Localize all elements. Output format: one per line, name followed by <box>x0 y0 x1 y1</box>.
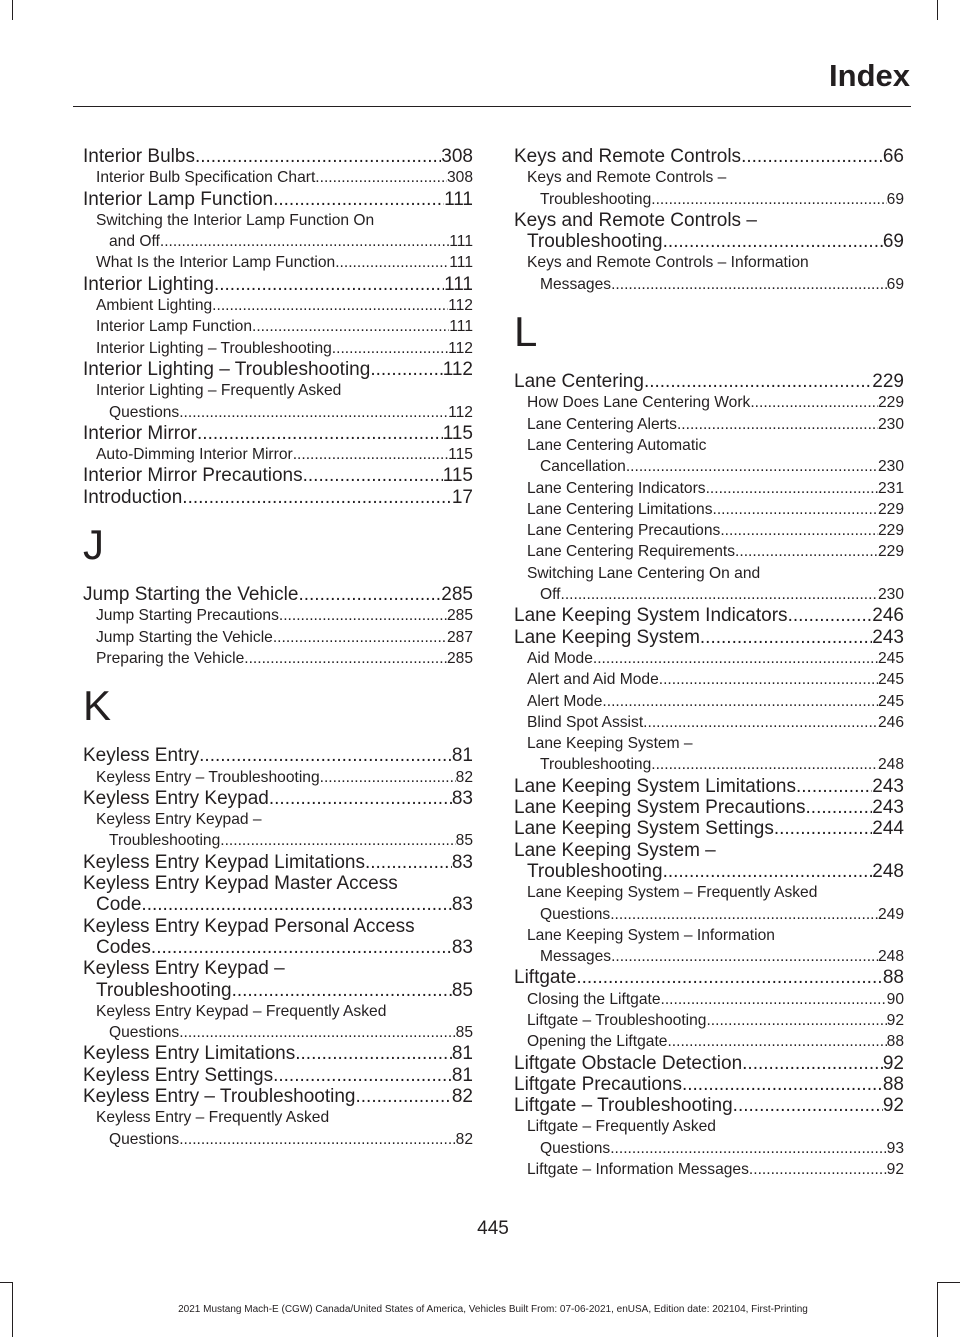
index-subentry[interactable] <box>514 925 904 968</box>
entry-text: Liftgate <box>514 967 577 989</box>
dot-leader <box>700 627 872 648</box>
index-subentry[interactable] <box>83 627 473 648</box>
index-subentry[interactable] <box>514 252 904 295</box>
page-ref[interactable]: 231 <box>877 479 904 497</box>
entry-text: and Off <box>109 233 160 251</box>
index-entry[interactable] <box>514 1095 904 1116</box>
index-subentry[interactable] <box>83 167 473 188</box>
crop-mark-top-right <box>937 0 938 20</box>
index-entry[interactable] <box>514 627 904 648</box>
entry-text: Troubleshooting <box>540 190 652 208</box>
page-ref[interactable]: 229 <box>872 371 904 393</box>
entry-text: Liftgate Obstacle Detection <box>514 1052 743 1074</box>
index-subentry[interactable] <box>514 669 904 690</box>
dot-leader <box>659 669 878 690</box>
index-entry[interactable] <box>514 210 904 253</box>
dot-leader <box>682 1074 883 1095</box>
entry-text: Questions <box>109 1024 180 1042</box>
crop-mark-bottom-right-h <box>937 1282 960 1283</box>
dot-leader <box>643 712 878 733</box>
section-letter: L <box>514 308 538 356</box>
dot-leader <box>661 989 887 1010</box>
entry-text: Lane Centering Indicators <box>527 479 706 497</box>
entry-text: Lane Centering <box>514 371 644 393</box>
index-subentry[interactable] <box>514 1116 904 1159</box>
page-ref[interactable]: 111 <box>444 273 473 295</box>
page-ref[interactable]: 230 <box>877 458 904 476</box>
index-subentry[interactable] <box>514 1159 904 1180</box>
entry-text: Blind Spot Assist <box>527 713 644 731</box>
index-entry[interactable] <box>83 1086 473 1107</box>
index-subentry[interactable] <box>83 252 473 273</box>
dot-leader <box>611 274 887 295</box>
index-subentry[interactable] <box>83 648 473 669</box>
page-ref[interactable]: 308 <box>446 169 473 187</box>
entry-text: Keyless Entry – Troubleshooting <box>96 768 320 786</box>
dot-leader <box>295 1043 452 1064</box>
dot-leader <box>214 274 444 295</box>
entry-text: How Does Lane Centering Work <box>527 394 751 412</box>
page-ref[interactable]: 229 <box>877 522 904 540</box>
entry-text: Lane Keeping System – Frequently Asked <box>527 884 818 902</box>
dot-leader <box>195 146 441 167</box>
entry-text: Liftgate – Frequently Asked <box>527 1118 716 1136</box>
index-subentry[interactable] <box>514 989 904 1010</box>
index-subentry[interactable] <box>514 392 904 413</box>
dot-leader <box>651 189 886 210</box>
index-entry[interactable] <box>514 818 904 839</box>
crop-mark-bottom-left-h <box>0 1282 13 1283</box>
entry-text: Keyless Entry Keypad – <box>83 958 285 980</box>
page-ref[interactable]: 83 <box>451 851 473 873</box>
entry-text: Lane Keeping System Limitations <box>514 775 796 797</box>
page-ref[interactable]: 88 <box>882 967 904 989</box>
index-subentry[interactable] <box>83 316 473 337</box>
dot-leader <box>610 904 878 925</box>
entry-text: Messages <box>540 275 612 293</box>
entry-text: Lane Centering Requirements <box>527 543 736 561</box>
crop-mark-top-left <box>12 0 13 20</box>
index-subentry[interactable] <box>83 444 473 465</box>
page-ref[interactable]: 83 <box>451 894 473 916</box>
dot-leader <box>788 605 873 626</box>
page-ref[interactable]: 111 <box>449 318 473 336</box>
dot-leader <box>315 167 447 188</box>
page-ref[interactable]: 115 <box>442 465 473 487</box>
dot-leader <box>151 937 452 958</box>
index-entry[interactable] <box>83 584 473 605</box>
dot-leader <box>677 414 878 435</box>
dot-leader <box>303 465 443 486</box>
entry-text: Aid Mode <box>527 649 593 667</box>
entry-text: Lane Centering Precautions <box>527 522 721 540</box>
dot-leader <box>651 754 878 775</box>
index-subentry[interactable] <box>514 499 904 520</box>
entry-text: Switching Lane Centering On and <box>527 564 761 582</box>
page-ref[interactable]: 285 <box>446 649 473 667</box>
index-column-left <box>83 146 473 1150</box>
page-ref[interactable]: 69 <box>886 275 904 293</box>
index-subentry[interactable] <box>514 1010 904 1031</box>
dot-leader <box>720 520 878 541</box>
page-ref[interactable]: 83 <box>451 936 473 958</box>
page-ref[interactable]: 69 <box>882 231 904 253</box>
entry-text: Keyless Entry Settings <box>83 1064 274 1086</box>
entry-text: Lane Keeping System Indicators <box>514 605 788 627</box>
entry-text: Lane Keeping System Settings <box>514 818 774 840</box>
entry-text: Keyless Entry – Troubleshooting <box>83 1085 356 1107</box>
entry-text: Closing the Liftgate <box>527 990 661 1008</box>
page-ref[interactable]: 248 <box>877 756 904 774</box>
page-ref[interactable]: 246 <box>872 605 904 627</box>
page-ref[interactable]: 115 <box>442 422 473 444</box>
entry-text: Switching the Interior Lamp Function On <box>96 211 375 229</box>
page-ref[interactable]: 92 <box>886 1011 904 1029</box>
index-entry[interactable] <box>83 745 473 766</box>
dot-leader <box>273 189 444 210</box>
dot-leader <box>160 231 449 252</box>
entry-text: Keyless Entry Limitations <box>83 1043 296 1065</box>
entry-text: Interior Lighting <box>83 273 214 295</box>
index-subentry[interactable] <box>514 167 904 210</box>
index-entry[interactable] <box>514 840 904 883</box>
index-entry[interactable] <box>83 146 473 167</box>
page-ref[interactable]: 17 <box>451 486 473 508</box>
entry-text: Lane Centering Limitations <box>527 500 713 518</box>
index-entry[interactable] <box>514 146 904 167</box>
index-subentry[interactable] <box>83 1001 473 1044</box>
dot-leader <box>713 499 878 520</box>
page-ref[interactable]: 230 <box>877 586 904 604</box>
entry-text: Questions <box>540 1139 611 1157</box>
page-ref[interactable]: 287 <box>446 628 473 646</box>
page-title: Index <box>829 58 910 93</box>
entry-text: Lane Keeping System <box>514 626 700 648</box>
page-ref[interactable]: 111 <box>444 188 473 210</box>
page-ref[interactable]: 229 <box>877 543 904 561</box>
index-subentry[interactable] <box>83 380 473 423</box>
dot-leader <box>706 1010 886 1031</box>
index-subentry[interactable] <box>514 1031 904 1052</box>
index-entry[interactable] <box>83 487 473 508</box>
entry-text: Lane Centering Alerts <box>527 415 677 433</box>
dot-leader <box>774 818 872 839</box>
dot-leader <box>273 627 447 648</box>
dot-leader <box>182 487 452 508</box>
index-entry[interactable] <box>514 371 904 392</box>
page-ref[interactable]: 81 <box>451 745 473 767</box>
entry-text: Interior Mirror <box>83 422 198 444</box>
page-ref[interactable]: 245 <box>877 692 904 710</box>
entry-text: Interior Lighting – Troubleshooting <box>96 339 332 357</box>
entry-text: Liftgate Precautions <box>514 1073 682 1095</box>
page-ref[interactable]: 249 <box>877 905 904 923</box>
index-subentry[interactable] <box>514 691 904 712</box>
entry-text: Lane Keeping System – Information <box>527 926 775 944</box>
dot-leader <box>179 402 448 423</box>
dot-leader <box>796 776 872 797</box>
index-subentry[interactable] <box>83 1107 473 1150</box>
entry-text: Keyless Entry Keypad – Frequently Asked <box>96 1002 387 1020</box>
page-ref[interactable]: 93 <box>886 1139 904 1157</box>
index-subentry[interactable] <box>514 733 904 776</box>
dot-leader <box>320 767 456 788</box>
dot-leader <box>663 231 883 252</box>
page-ref[interactable]: 83 <box>451 787 473 809</box>
dot-leader <box>220 830 455 851</box>
entry-text: Keys and Remote Controls – <box>527 169 727 187</box>
entry-text: Interior Bulb Specification Chart <box>96 169 316 187</box>
index-subentry[interactable] <box>83 809 473 852</box>
index-entry[interactable] <box>83 958 473 1001</box>
index-subentry[interactable] <box>514 648 904 669</box>
page-ref[interactable]: 85 <box>455 832 473 850</box>
entry-text: Cancellation <box>540 458 626 476</box>
index-subentry[interactable] <box>514 478 904 499</box>
dot-leader <box>706 478 878 499</box>
dot-leader <box>335 252 449 273</box>
header-divider <box>73 106 911 107</box>
entry-text: Keys and Remote Controls – <box>514 209 757 231</box>
page-ref[interactable]: 88 <box>882 1073 904 1095</box>
entry-text: Liftgate – Troubleshooting <box>527 1011 707 1029</box>
dot-leader <box>733 1095 883 1116</box>
dot-leader <box>365 852 452 873</box>
page-ref[interactable]: 243 <box>872 775 904 797</box>
index-entry[interactable] <box>514 776 904 797</box>
index-subentry[interactable] <box>83 210 473 253</box>
dot-leader <box>611 946 878 967</box>
entry-text: Jump Starting the Vehicle <box>96 628 273 646</box>
page-ref[interactable]: 115 <box>448 446 473 464</box>
page-ref[interactable]: 85 <box>455 1024 473 1042</box>
entry-text: What Is the Interior Lamp Function <box>96 254 336 272</box>
section-letter: K <box>83 682 112 730</box>
dot-leader <box>610 1138 886 1159</box>
entry-text: Interior Mirror Precautions <box>83 465 303 487</box>
entry-text: Keyless Entry <box>83 745 200 767</box>
index-subentry[interactable] <box>83 605 473 626</box>
page-ref[interactable]: 85 <box>451 979 473 1001</box>
page-ref[interactable]: 92 <box>882 1052 904 1074</box>
page-number: 445 <box>477 1218 509 1239</box>
entry-text: Keys and Remote Controls <box>514 146 742 167</box>
dot-leader <box>197 423 443 444</box>
entry-text: Lane Keeping System – <box>514 839 716 861</box>
page-ref[interactable]: 81 <box>451 1043 473 1065</box>
dot-leader <box>332 338 448 359</box>
index-subentry[interactable] <box>514 712 904 733</box>
dot-leader <box>667 1031 886 1052</box>
index-subentry[interactable] <box>514 541 904 562</box>
index-subentry[interactable] <box>514 563 904 606</box>
entry-text: Keyless Entry Keypad Master Access <box>83 873 398 895</box>
dot-leader <box>212 295 448 316</box>
page-ref[interactable]: 112 <box>448 339 473 357</box>
entry-text: Keys and Remote Controls – Information <box>527 254 809 272</box>
dot-leader <box>179 1129 455 1150</box>
page-ref[interactable]: 229 <box>877 500 904 518</box>
index-subentry[interactable] <box>83 767 473 788</box>
entry-text: Troubleshooting <box>96 979 232 1001</box>
page-ref[interactable]: 92 <box>886 1161 904 1179</box>
dot-leader <box>742 1053 883 1074</box>
index-entry[interactable] <box>83 1065 473 1086</box>
dot-leader <box>244 648 447 669</box>
dot-leader <box>199 745 452 766</box>
entry-text: Troubleshooting <box>540 756 652 774</box>
index-subentry[interactable] <box>514 882 904 925</box>
index-subentry[interactable] <box>83 338 473 359</box>
entry-text: Preparing the Vehicle <box>96 649 245 667</box>
entry-text: Off <box>540 586 561 604</box>
page-ref[interactable]: 88 <box>886 1033 904 1051</box>
page-ref[interactable]: 111 <box>449 254 473 272</box>
page-ref[interactable]: 243 <box>872 797 904 819</box>
entry-text: Keyless Entry Keypad – <box>96 811 262 829</box>
entry-text: Keyless Entry Keypad Personal Access <box>83 915 415 937</box>
page-ref[interactable]: 92 <box>882 1095 904 1117</box>
entry-text: Troubleshooting <box>527 860 663 882</box>
entry-text: Questions <box>109 1130 180 1148</box>
index-entry[interactable] <box>83 852 473 873</box>
entry-text: Lane Keeping System Precautions <box>514 797 806 819</box>
dot-leader <box>749 1159 887 1180</box>
footer-edition-text: 2021 Mustang Mach-E (CGW) Canada/United States of America, Vehicles Built From: 07-06-2021, enUSA, Edition date: 202104, First-Printing <box>178 1304 808 1315</box>
index-subentry[interactable] <box>514 520 904 541</box>
page-ref[interactable]: 82 <box>451 1085 473 1107</box>
index-entry[interactable] <box>83 1043 473 1064</box>
index-entry[interactable] <box>83 423 473 444</box>
entry-text: Interior Lighting – Troubleshooting <box>83 358 371 380</box>
page-ref[interactable]: 246 <box>877 713 904 731</box>
dot-leader <box>561 584 878 605</box>
page-ref[interactable]: 112 <box>448 297 473 315</box>
entry-text: Interior Bulbs <box>83 146 195 167</box>
page-ref[interactable]: 248 <box>877 948 904 966</box>
dot-leader <box>232 980 452 1001</box>
entry-text: Alert and Aid Mode <box>527 671 659 689</box>
entry-text: Code <box>96 894 142 916</box>
index-entry[interactable] <box>83 916 473 959</box>
index-subentry[interactable] <box>83 295 473 316</box>
entry-text: Lane Keeping System – <box>527 735 693 753</box>
page-ref[interactable]: 285 <box>446 607 473 625</box>
index-entry[interactable] <box>83 465 473 486</box>
dot-leader <box>644 371 872 392</box>
entry-text: Jump Starting Precautions <box>96 607 279 625</box>
dot-leader <box>179 1022 455 1043</box>
dot-leader <box>273 1065 452 1086</box>
entry-text: Messages <box>540 948 612 966</box>
dot-leader <box>602 691 878 712</box>
dot-leader <box>663 861 873 882</box>
entry-text: Keyless Entry Keypad <box>83 787 269 809</box>
entry-text: Liftgate – Information Messages <box>527 1161 749 1179</box>
page-ref[interactable]: 82 <box>455 1130 473 1148</box>
dot-leader <box>593 648 878 669</box>
page-ref[interactable]: 308 <box>441 146 473 167</box>
entry-text: Jump Starting the Vehicle <box>83 584 299 606</box>
entry-text: Introduction <box>83 486 183 508</box>
entry-text: Opening the Liftgate <box>527 1033 668 1051</box>
index-entry[interactable] <box>83 788 473 809</box>
index-entry[interactable] <box>83 274 473 295</box>
dot-leader <box>356 1086 452 1107</box>
index-entry[interactable] <box>514 967 904 988</box>
dot-leader <box>252 316 449 337</box>
page-ref[interactable]: 245 <box>877 649 904 667</box>
entry-text: Codes <box>96 936 151 958</box>
page-ref[interactable]: 69 <box>886 190 904 208</box>
page-ref[interactable]: 244 <box>872 818 904 840</box>
entry-text: Liftgate – Troubleshooting <box>514 1095 733 1117</box>
dot-leader <box>750 392 878 413</box>
entry-text: Questions <box>540 905 611 923</box>
entry-text: Keyless Entry – Frequently Asked <box>96 1109 330 1127</box>
index-entry[interactable] <box>83 189 473 210</box>
dot-leader <box>141 894 451 915</box>
index-entry[interactable] <box>514 1053 904 1074</box>
index-entry[interactable] <box>514 605 904 626</box>
page-ref[interactable]: 230 <box>877 415 904 433</box>
section-letter: J <box>83 521 104 569</box>
page-ref[interactable]: 245 <box>877 671 904 689</box>
page-ref[interactable]: 229 <box>877 394 904 412</box>
dot-leader <box>576 967 883 988</box>
entry-text: Troubleshooting <box>109 832 221 850</box>
entry-text: Questions <box>109 403 180 421</box>
dot-leader <box>741 146 883 167</box>
page-ref[interactable]: 81 <box>451 1064 473 1086</box>
dot-leader <box>626 456 878 477</box>
index-entry[interactable] <box>83 873 473 916</box>
entry-text: Troubleshooting <box>527 231 663 253</box>
index-entry[interactable] <box>514 797 904 818</box>
page-ref[interactable]: 285 <box>441 584 473 606</box>
entry-text: Interior Lighting – Frequently Asked <box>96 382 342 400</box>
page-ref[interactable]: 111 <box>449 233 473 251</box>
page-ref[interactable]: 112 <box>442 358 473 380</box>
index-column-right <box>514 146 904 1180</box>
dot-leader <box>298 584 441 605</box>
index-entry[interactable] <box>83 359 473 380</box>
entry-text: Interior Lamp Function <box>83 188 274 210</box>
dot-leader <box>806 797 873 818</box>
index-subentry[interactable] <box>514 414 904 435</box>
entry-text: Interior Lamp Function <box>96 318 253 336</box>
dot-leader <box>370 359 442 380</box>
page-ref[interactable]: 112 <box>448 403 473 421</box>
page-ref[interactable]: 243 <box>872 626 904 648</box>
entry-text: Alert Mode <box>527 692 603 710</box>
page-ref[interactable]: 90 <box>886 990 904 1008</box>
index-entry[interactable] <box>514 1074 904 1095</box>
dot-leader <box>279 605 447 626</box>
dot-leader <box>269 788 452 809</box>
index-subentry[interactable] <box>514 435 904 478</box>
entry-text: Ambient Lighting <box>96 297 213 315</box>
page-ref[interactable]: 66 <box>882 146 904 167</box>
page-ref[interactable]: 248 <box>872 860 904 882</box>
entry-text: Keyless Entry Keypad Limitations <box>83 851 365 873</box>
dot-leader <box>735 541 878 562</box>
page-ref[interactable]: 82 <box>455 768 473 786</box>
dot-leader <box>293 444 448 465</box>
entry-text: Lane Centering Automatic <box>527 436 707 454</box>
entry-text: Auto-Dimming Interior Mirror <box>96 446 293 464</box>
